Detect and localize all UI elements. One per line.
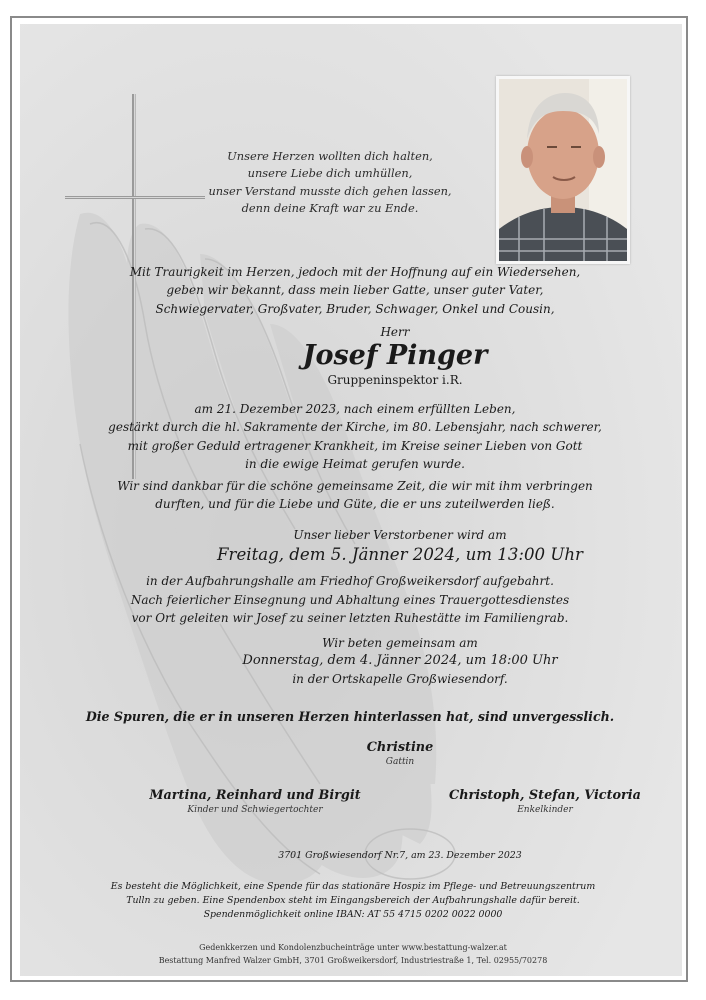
poem-line: unsere Liebe dich umhüllen,: [247, 166, 413, 181]
children-role: Kinder und Schwiegertochter: [187, 805, 323, 815]
thanks-line: durften, und für die Liebe und Güte, die er uns zuteilwerden ließ.: [155, 497, 555, 512]
intro-line: geben wir bekannt, dass mein lieber Gatte, unser guter Vater,: [166, 283, 544, 298]
salutation: Herr: [380, 325, 410, 339]
donation-line: Tulln zu geben. Eine Spendenbox steht im Eingangsbereich der Aufbahrungshalle dafür bereit.: [126, 895, 580, 906]
death-line: mit großer Geduld ertragener Krankheit, im Kreise seiner Lieben von Gott: [127, 438, 583, 453]
place-and-date: 3701 Großwiesendorf Nr.7, am 23. Dezember 2023: [278, 850, 522, 861]
funeral-line: in der Aufbahrungshalle am Friedhof Großweikersdorf aufgebahrt.: [146, 574, 554, 588]
funeral-home-footer: [118, 942, 588, 967]
funeral-date: Freitag, dem 5. Jänner 2024, um 13:00 Uhr: [217, 545, 583, 564]
death-line: gestärkt durch die hl. Sakramente der Kirche, im 80. Lebensjahr, nach schwerer,: [108, 420, 602, 435]
deceased-name: Josef Pinger: [302, 340, 488, 371]
funeral-line: Nach feierlicher Einsegnung und Abhaltung eines Trauergottesdienstes: [130, 592, 570, 607]
death-paragraph: [70, 400, 640, 474]
mourner-wife: [310, 740, 490, 767]
footer-line: Gedenkkerzen und Kondolenzbucheinträge unter www.bestattung-walzer.at: [199, 943, 507, 952]
portrait-photo: [496, 76, 630, 264]
poem-line: Unsere Herzen wollten dich halten,: [227, 149, 433, 163]
thanks-line: Wir sind dankbar für die schöne gemeinsame Zeit, die wir mit ihm verbringen: [117, 479, 593, 493]
wife-role: Gattin: [385, 757, 415, 767]
grandchildren-role: Enkelkinder: [517, 805, 573, 815]
donation-notice: [58, 880, 648, 922]
wife-name: Christine: [366, 740, 434, 755]
motto: Die Spuren, die er in unseren Herzen hinterlassen hat, sind unvergesslich.: [85, 709, 615, 724]
prayer-place: in der Ortskapelle Großwiesendorf.: [292, 672, 508, 686]
prayer-date: Donnerstag, dem 4. Jänner 2024, um 18:00 Uhr: [242, 653, 558, 668]
donation-line: Es besteht die Möglichkeit, eine Spende für das stationäre Hospiz im Pflege- und Betreuungszentrum: [110, 881, 596, 892]
mourner-children: [120, 788, 390, 815]
grandchildren-names: Christoph, Stefan, Victoria: [449, 788, 641, 803]
mourner-grandchildren: [420, 788, 670, 815]
prayer-intro: Wir beten gemeinsam am: [322, 636, 478, 650]
donation-line: Spendenmöglichkeit online IBAN: AT 55 4715 0202 0022 0000: [203, 909, 503, 920]
footer-line: Bestattung Manfred Walzer GmbH, 3701 Großweikersdorf, Industriestraße 1, Tel. 02955/70278: [158, 955, 548, 965]
children-names: Martina, Reinhard und Birgit: [149, 788, 361, 803]
thanks-paragraph: [70, 477, 640, 514]
funeral-line: vor Ort geleiten wir Josef zu seiner letzten Ruhestätte im Familiengrab.: [131, 611, 569, 625]
intro-line: Mit Traurigkeit im Herzen, jedoch mit der Hoffnung auf ein Wiedersehen,: [129, 265, 581, 279]
poem: [195, 148, 465, 217]
death-line: am 21. Dezember 2023, nach einem erfüllten Leben,: [194, 402, 516, 416]
death-line: in die ewige Heimat gerufen wurde.: [245, 457, 465, 472]
poem-line: unser Verstand musste dich gehen lassen,: [208, 183, 452, 198]
funeral-intro: Unser lieber Verstorbener wird am: [293, 528, 507, 542]
funeral-details: [90, 572, 610, 628]
announcement-intro: [60, 263, 650, 318]
intro-line: Schwiegervater, Großvater, Bruder, Schwager, Onkel und Cousin,: [155, 301, 555, 316]
poem-line: denn deine Kraft war zu Ende.: [241, 200, 419, 215]
deceased-rank: Gruppeninspektor i.R.: [327, 373, 463, 387]
